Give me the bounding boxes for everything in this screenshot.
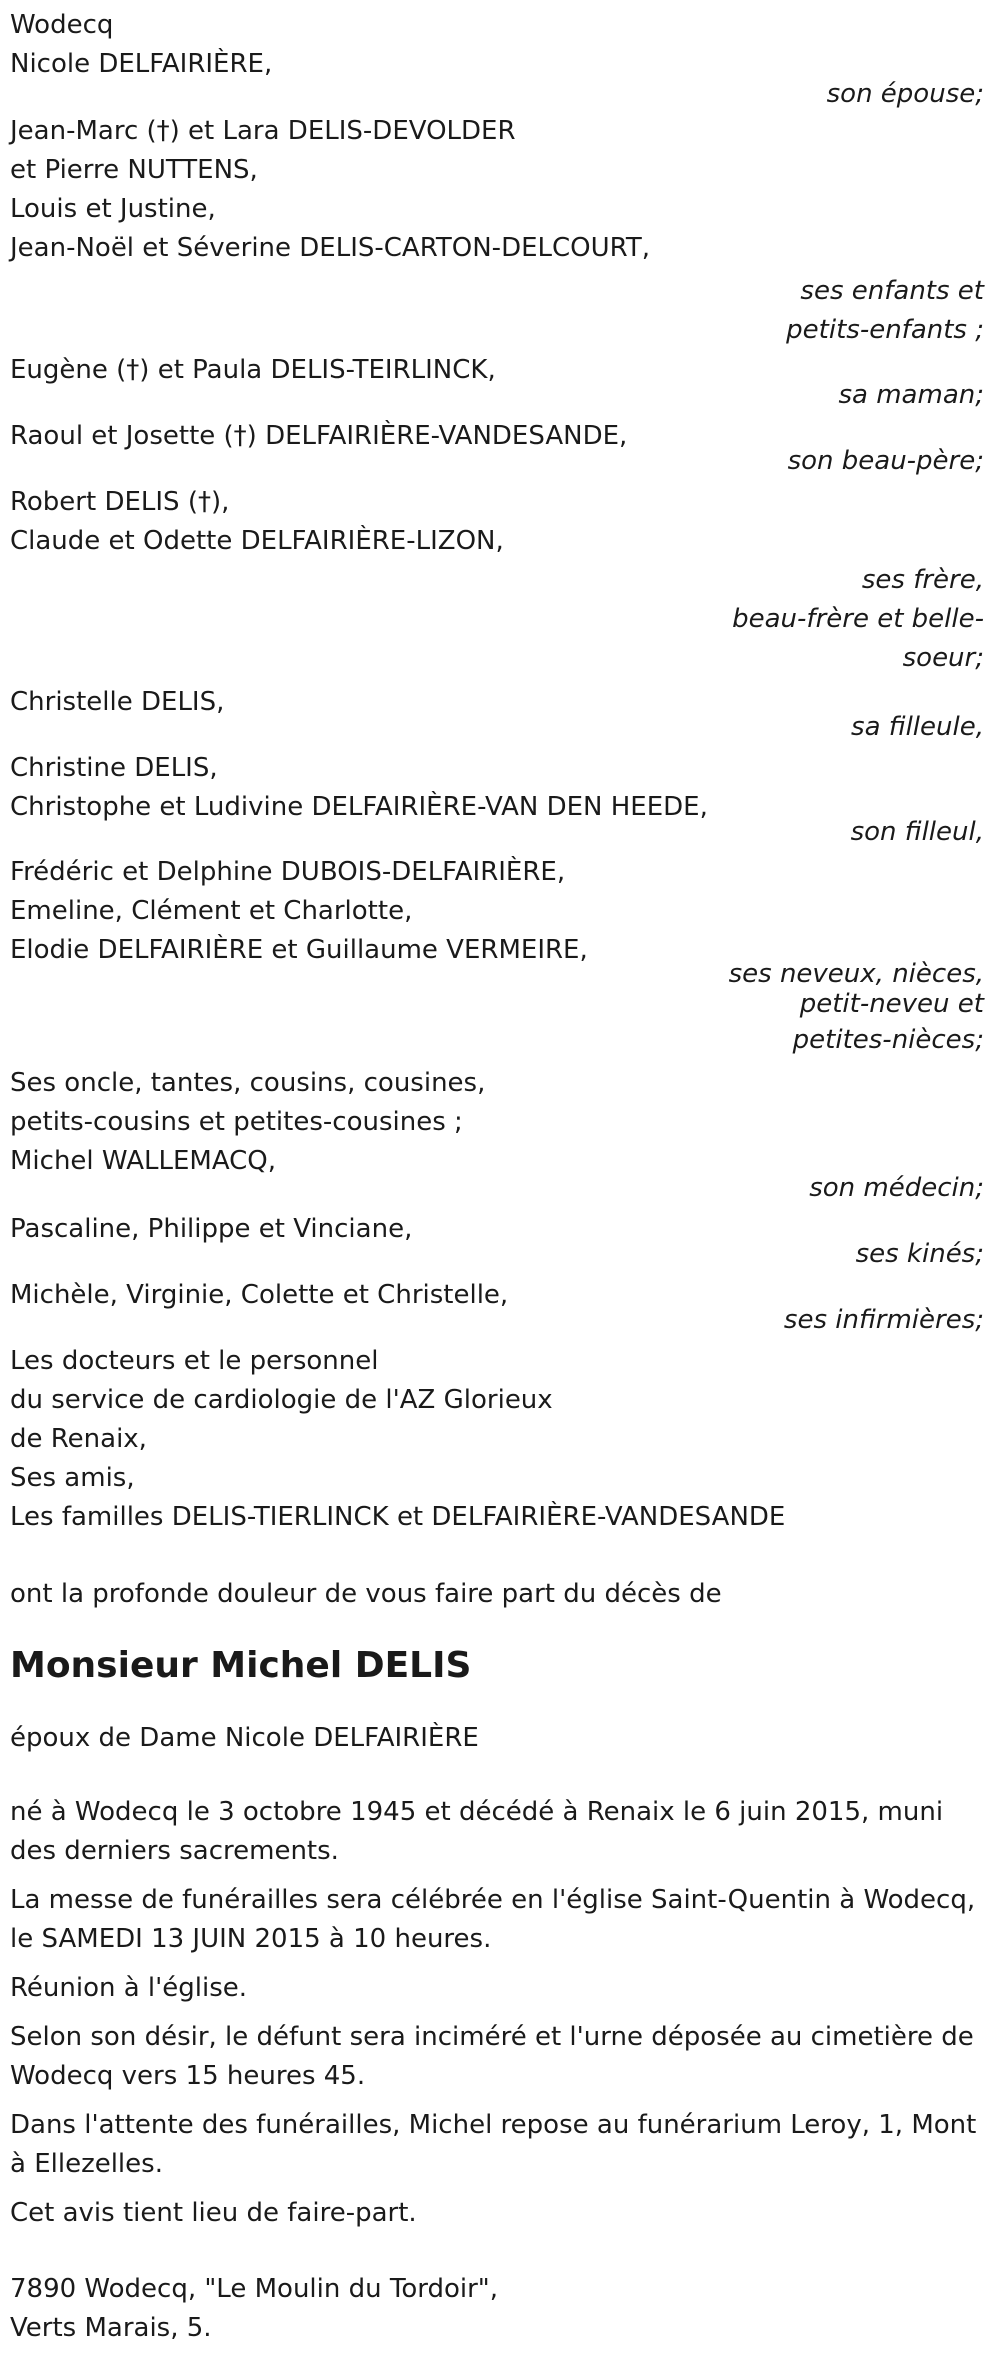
address-line: Verts Marais, 5.: [10, 2313, 212, 2343]
detail-paragraph: Selon son désir, le défunt sera inciméré et l'urne déposée au cimetière de Wodecq vers 15 heures 45.: [10, 2022, 974, 2091]
family-role: ses neveux, nièces,: [728, 959, 984, 989]
family-name-line: Ses oncle, tantes, cousins, cousines,: [10, 1068, 486, 1098]
family-name-line: Jean-Noël et Séverine DELIS-CARTON-DELCOURT,: [10, 233, 650, 263]
family-role: ses infirmières;: [783, 1305, 984, 1335]
family-role: soeur;: [902, 643, 984, 673]
family-block: [10, 351, 988, 415]
family-name-line: Claude et Odette DELFAIRIÈRE-LIZON,: [10, 526, 504, 556]
family-role: ses enfants et: [800, 276, 984, 306]
detail-paragraph: Dans l'attente des funérailles, Michel repose au funérarium Leroy, 1, Mont à Ellezelles.: [10, 2110, 977, 2179]
family-name-line: du service de cardiologie de l'AZ Glorieux: [10, 1385, 553, 1415]
family-block: [10, 417, 988, 481]
family-name-line: Christelle DELIS,: [10, 687, 225, 717]
family-role: son filleul,: [850, 817, 984, 847]
family-role: beau-frère et belle-: [732, 604, 984, 634]
family-name-line: petits-cousins et petites-cousines ;: [10, 1107, 463, 1137]
family-block: [10, 483, 988, 678]
spouse-line: époux de Dame Nicole DELFAIRIÈRE: [10, 1723, 479, 1753]
deceased-name: Monsieur Michel DELIS: [10, 1645, 472, 1686]
family-role: ses kinés;: [855, 1239, 984, 1269]
family-name-line: Jean-Marc (†) et Lara DELIS-DEVOLDER: [10, 116, 516, 146]
family-role: son beau-père;: [787, 446, 984, 476]
detail-paragraph: La messe de funérailles sera célébrée en l'église Saint-Quentin à Wodecq, le SAMEDI 13 JUIN 2015 à 10 heures.: [10, 1885, 976, 1954]
family-name-line: Michèle, Virginie, Colette et Christelle,: [10, 1280, 509, 1310]
family-name-line: Christophe et Ludivine DELFAIRIÈRE-VAN DEN HEEDE,: [10, 792, 708, 822]
details-section: [10, 1793, 990, 2233]
family-name-line: Robert DELIS (†),: [10, 487, 230, 517]
families-section: [10, 45, 988, 1537]
family-block: [10, 1064, 988, 1208]
family-name-line: Raoul et Josette (†) DELFAIRIÈRE-VANDESANDE,: [10, 421, 628, 451]
family-block: [10, 112, 988, 350]
family-block: [10, 45, 988, 114]
family-name-line: et Pierre NUTTENS,: [10, 155, 258, 185]
family-name-line: Emeline, Clément et Charlotte,: [10, 896, 413, 926]
family-role: petit-neveu et: [799, 989, 984, 1019]
family-name-line: Elodie DELFAIRIÈRE et Guillaume VERMEIRE,: [10, 935, 588, 965]
family-role: sa maman;: [838, 380, 984, 410]
family-role: petites-nièces;: [792, 1025, 984, 1055]
detail-paragraph: Cet avis tient lieu de faire-part.: [10, 2198, 417, 2228]
family-name-line: Michel WALLEMACQ,: [10, 1146, 277, 1176]
family-block: [10, 853, 988, 1060]
family-role: sa filleule,: [851, 712, 984, 742]
family-name-line: Nicole DELFAIRIÈRE,: [10, 49, 273, 79]
family-block: [10, 749, 988, 852]
address-block: [10, 2270, 988, 2348]
family-name-line: Louis et Justine,: [10, 194, 216, 224]
family-role: petits-enfants ;: [786, 315, 984, 345]
family-block: [10, 1210, 988, 1274]
family-name-line: Ses amis,: [10, 1463, 135, 1493]
address-line: 7890 Wodecq, "Le Moulin du Tordoir",: [10, 2274, 499, 2304]
family-name-line: Pascaline, Philippe et Vinciane,: [10, 1214, 413, 1244]
detail-paragraph: Réunion à l'église.: [10, 1973, 248, 2003]
family-role: ses frère,: [861, 565, 984, 595]
family-block: [10, 683, 988, 747]
family-block: [10, 1342, 988, 1537]
family-name-line: Les docteurs et le personnel: [10, 1346, 379, 1376]
family-block: [10, 1276, 988, 1340]
family-name-line: Frédéric et Delphine DUBOIS-DELFAIRIÈRE,: [10, 857, 566, 887]
family-role: son épouse;: [826, 79, 984, 109]
announcement-text: ont la profonde douleur de vous faire part du décès de: [10, 1579, 722, 1609]
family-name-line: Les familles DELIS-TIERLINCK et DELFAIRIÈRE-VANDESANDE: [10, 1502, 786, 1532]
family-name-line: Christine DELIS,: [10, 753, 218, 783]
family-role: son médecin;: [809, 1173, 984, 1203]
detail-paragraph: né à Wodecq le 3 octobre 1945 et décédé à Renaix le 6 juin 2015, muni des derniers sacrements.: [10, 1797, 944, 1866]
family-name-line: de Renaix,: [10, 1424, 147, 1454]
family-name-line: Eugène (†) et Paula DELIS-TEIRLINCK,: [10, 355, 496, 385]
place-header: Wodecq: [10, 10, 114, 40]
